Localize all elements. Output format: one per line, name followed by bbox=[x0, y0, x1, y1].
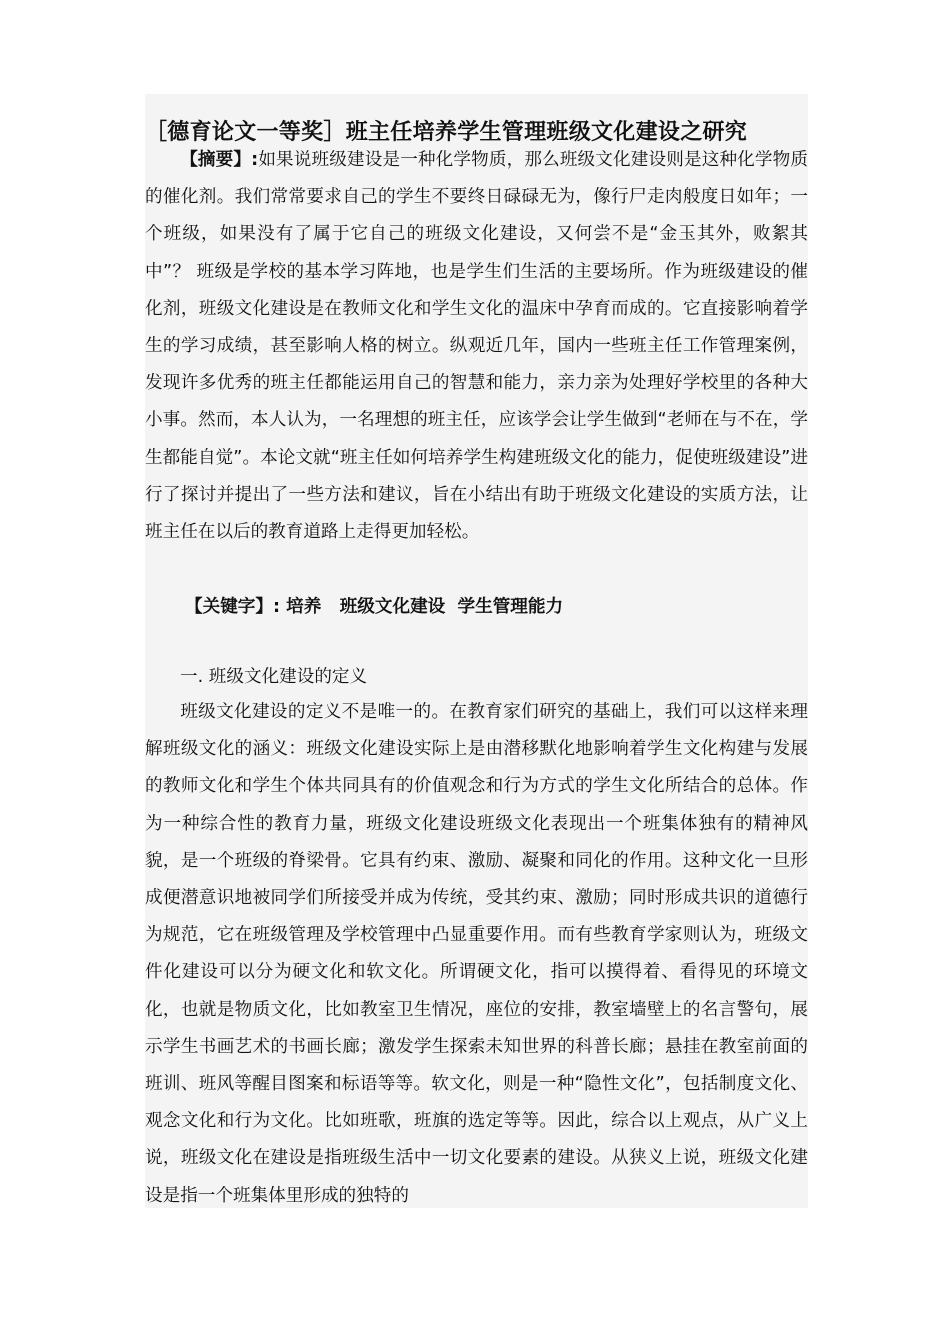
abstract-label: 【摘要】: bbox=[180, 150, 259, 170]
section-body-paragraph: 班级文化建设的定义不是唯一的。在教育家们研究的基础上，我们可以这样来理解班级文化的涵义：班级文化建设实际上是由潜移默化地影响着学生文化构建与发展的教师文化和学生个体共同具有的价值观念和行为方式的学生文化所结合的总体。作为一种综合性的教育力量，班级文化建设班级文化表现出一个班集体独有的精神风貌，是一个班级的脊梁骨。它具有约束、激励、凝聚和同化的作用。这种文化一旦形成便潜意识地被同学们所接受并成为传统，受其约束、激励；同时形成共识的道德行为规范，它在班级管理及学校管理中凸显重要作用。而有些教育学家则认为，班级文件化建设可以分为硬文化和软文化。所谓硬文化，指可以摸得着、看得见的环境文化，也就是物质文化，比如教室卫生情况，座位的安排，教室墙壁上的名言警句，展示学生书画艺术的书画长廊；激发学生探索未知世界的科普长廊；悬挂在教室前面的班训、班风等醒目图案和标语等等。软文化，则是一种“隐性文化”，包括制度文化、观念文化和行为文化。比如班歌，班旗的选定等等。因此，综合以上观点，从广义上说，班级文化在建设是指班级生活中一切文化要素的建设。从狭义上说，班级文化建设是指一个班集体里形成的独特的 bbox=[145, 702, 808, 1206]
keywords-text: 培养 班级文化建设 学生管理能力 bbox=[280, 597, 564, 617]
abstract-paragraph bbox=[145, 142, 808, 551]
keywords-label: 【关键字】: bbox=[185, 597, 281, 617]
abstract-text: 如果说班级建设是一种化学物质，那么班级文化建设则是这种化学物质的催化剂。我们常常要求自己的学生不要终日碌碌无为，像行尸走肉般度日如年；一个班级，如果没有了属于它自己的班级文化建设，又何尝不是“金玉其外，败絮其中”？ 班级是学校的基本学习阵地，也是学生们生活的主要场所。作为班级建设的催化剂，班级文化建设是在教师文化和学生文化的温床中孕育而成的。它直接影响着学生的学习成绩，甚至影响人格的树立。纵观近几年，国内一些班主任工作管理案例，发现许多优秀的班主任都能运用自己的智慧和能力，亲力亲为处理好学校里的各种大小事。然而，本人认为，一名理想的班主任，应该学会让学生做到“老师在与不在，学生都能自觉”。本论文就“班主任如何培养学生构建班级文化的能力，促使班级建设”进行了探讨并提出了一些方法和建议，旨在小结出有助于班级文化建设的实质方法，让班主任在以后的教育道路上走得更加轻松。 bbox=[145, 150, 808, 543]
document-title: ［德育论文一等奖］班主任培养学生管理班级文化建设之研究 bbox=[145, 120, 748, 145]
section-heading: 一. 班级文化建设的定义 bbox=[180, 667, 368, 687]
keywords-line bbox=[185, 591, 563, 623]
